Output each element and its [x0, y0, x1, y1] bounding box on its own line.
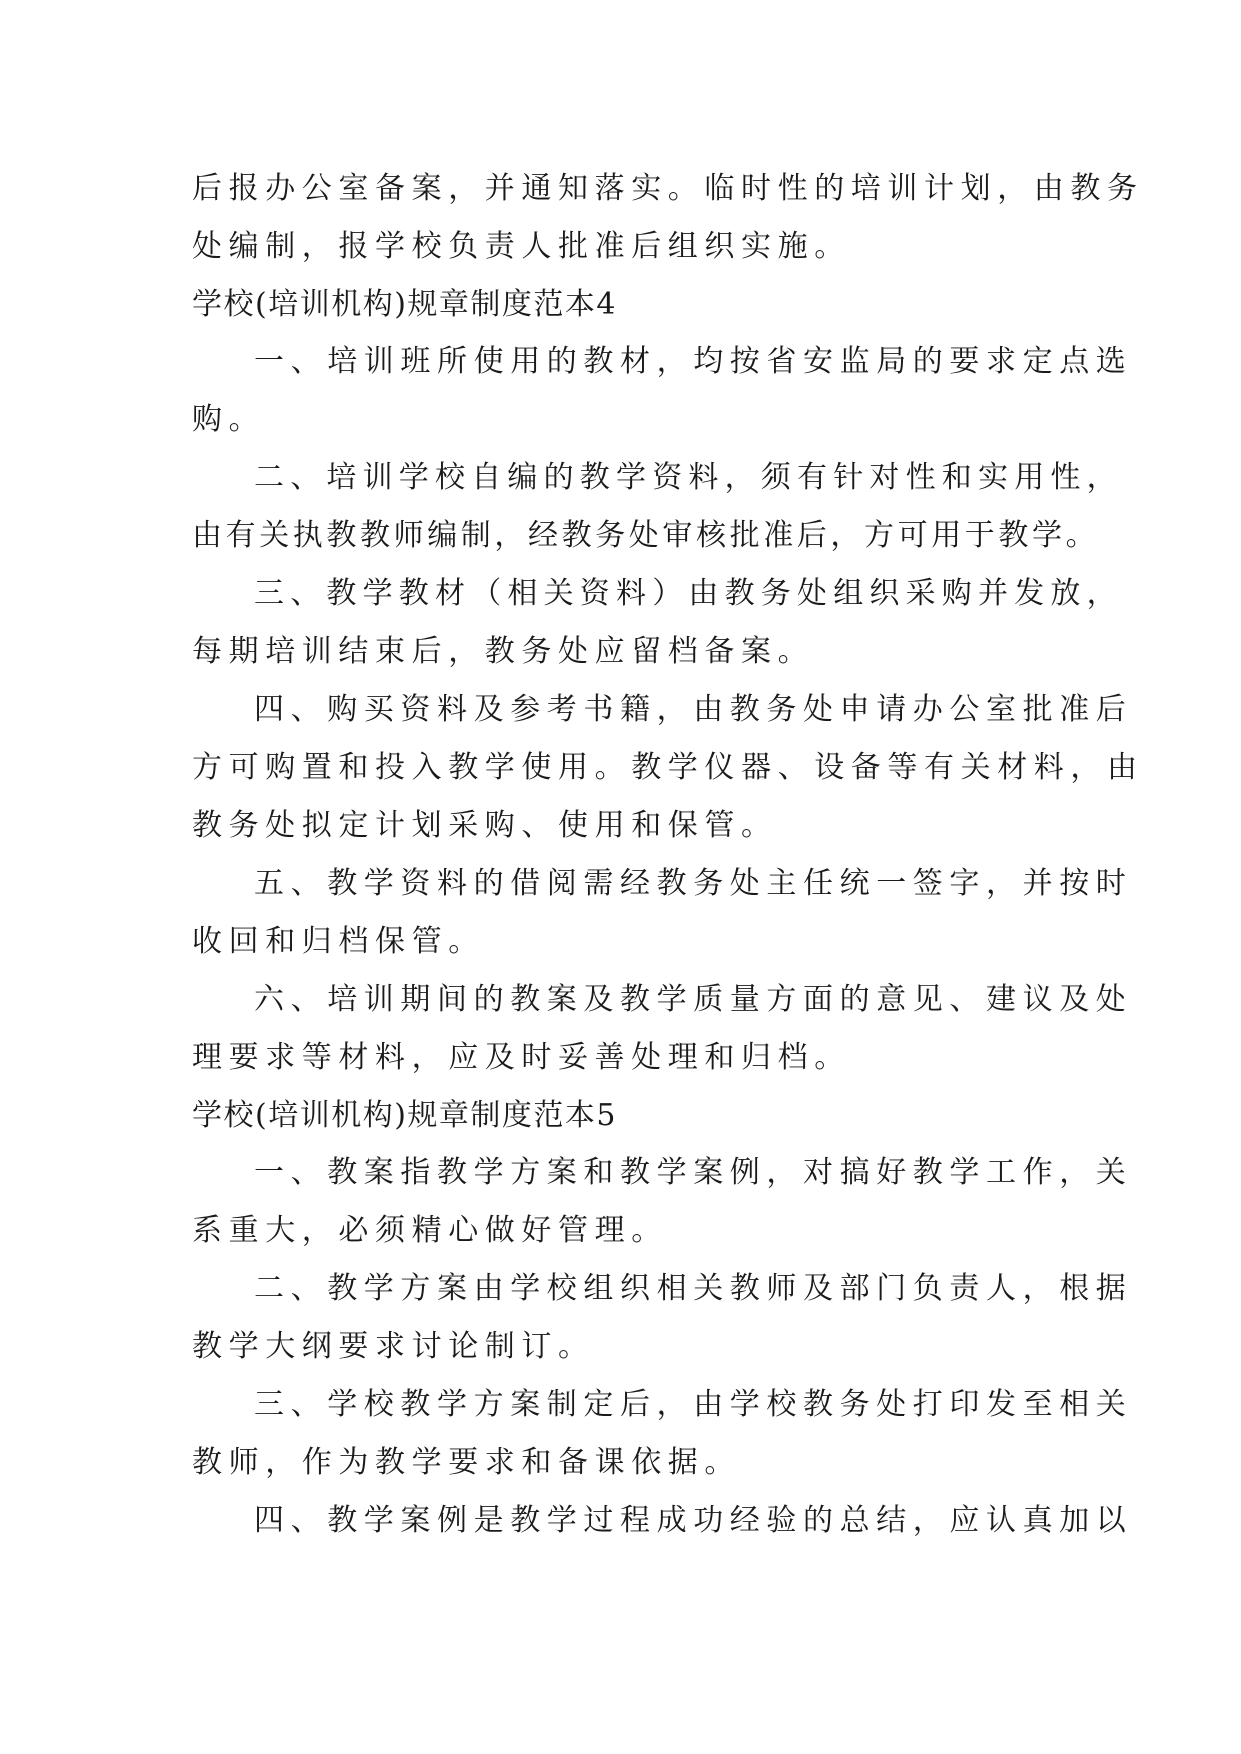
heading-text: 学校(培训机构)规章制度范本5 — [192, 1098, 617, 1133]
clause-paragraph — [192, 1492, 1133, 1550]
text-line: 一、教案指教学方案和教学案例，对搞好教学工作，关 — [254, 1155, 1133, 1190]
text-line: 处编制，报学校负责人批准后组织实施。 — [192, 229, 851, 264]
section-heading — [192, 1087, 1052, 1144]
text-line: 二、教学方案由学校组织相关教师及部门负责人，根据 — [254, 1271, 1133, 1306]
clause-paragraph — [192, 971, 1133, 1087]
clause-paragraph — [192, 1144, 1133, 1260]
text-line: 购。 — [192, 402, 266, 437]
clause-paragraph — [192, 449, 1123, 565]
text-line: 六、培训期间的教案及教学质量方面的意见、建议及处 — [254, 982, 1133, 1017]
text-line: 三、教学教材（相关资料）由教务处组织采购并发放， — [254, 576, 1123, 611]
text-line: 教学大纲要求讨论制订。 — [192, 1329, 595, 1364]
text-line: 一、培训班所使用的教材，均按省安监局的要求定点选 — [254, 344, 1133, 379]
text-line: 四、购买资料及参考书籍，由教务处申请办公室批准后 — [254, 692, 1133, 727]
text-line: 后报办公室备案，并通知落实。临时性的培训计划，由教务 — [192, 171, 1144, 206]
text-line: 收回和归档保管。 — [192, 924, 485, 959]
text-line: 教师，作为教学要求和备课依据。 — [192, 1445, 741, 1480]
clause-paragraph — [192, 1260, 1133, 1376]
text-line: 系重大，必须精心做好管理。 — [192, 1213, 668, 1248]
document-body — [192, 160, 1144, 1550]
continuation-paragraph — [192, 160, 1144, 276]
text-line: 每期培训结束后，教务处应留档备案。 — [192, 634, 815, 669]
clause-paragraph — [192, 855, 1133, 971]
text-line: 由有关执教教师编制，经教务处审核批准后，方可用于教学。 — [192, 518, 1100, 553]
text-line: 四、教学案例是教学过程成功经验的总结，应认真加以 — [254, 1503, 1133, 1538]
text-line: 五、教学资料的借阅需经教务处主任统一签字，并按时 — [254, 866, 1133, 901]
clause-paragraph — [192, 1376, 1133, 1492]
clause-paragraph — [192, 565, 1123, 681]
clause-paragraph — [192, 681, 1144, 855]
text-line: 方可购置和投入教学使用。教学仪器、设备等有关材料，由 — [192, 750, 1144, 785]
clause-paragraph — [192, 333, 1133, 449]
heading-text: 学校(培训机构)规章制度范本4 — [192, 287, 617, 322]
text-line: 理要求等材料，应及时妥善处理和归档。 — [192, 1040, 851, 1075]
text-line: 二、培训学校自编的教学资料，须有针对性和实用性， — [254, 460, 1123, 495]
text-line: 教务处拟定计划采购、使用和保管。 — [192, 808, 778, 843]
text-line: 三、学校教学方案制定后，由学校教务处打印发至相关 — [254, 1387, 1133, 1422]
section-heading — [192, 276, 1052, 333]
